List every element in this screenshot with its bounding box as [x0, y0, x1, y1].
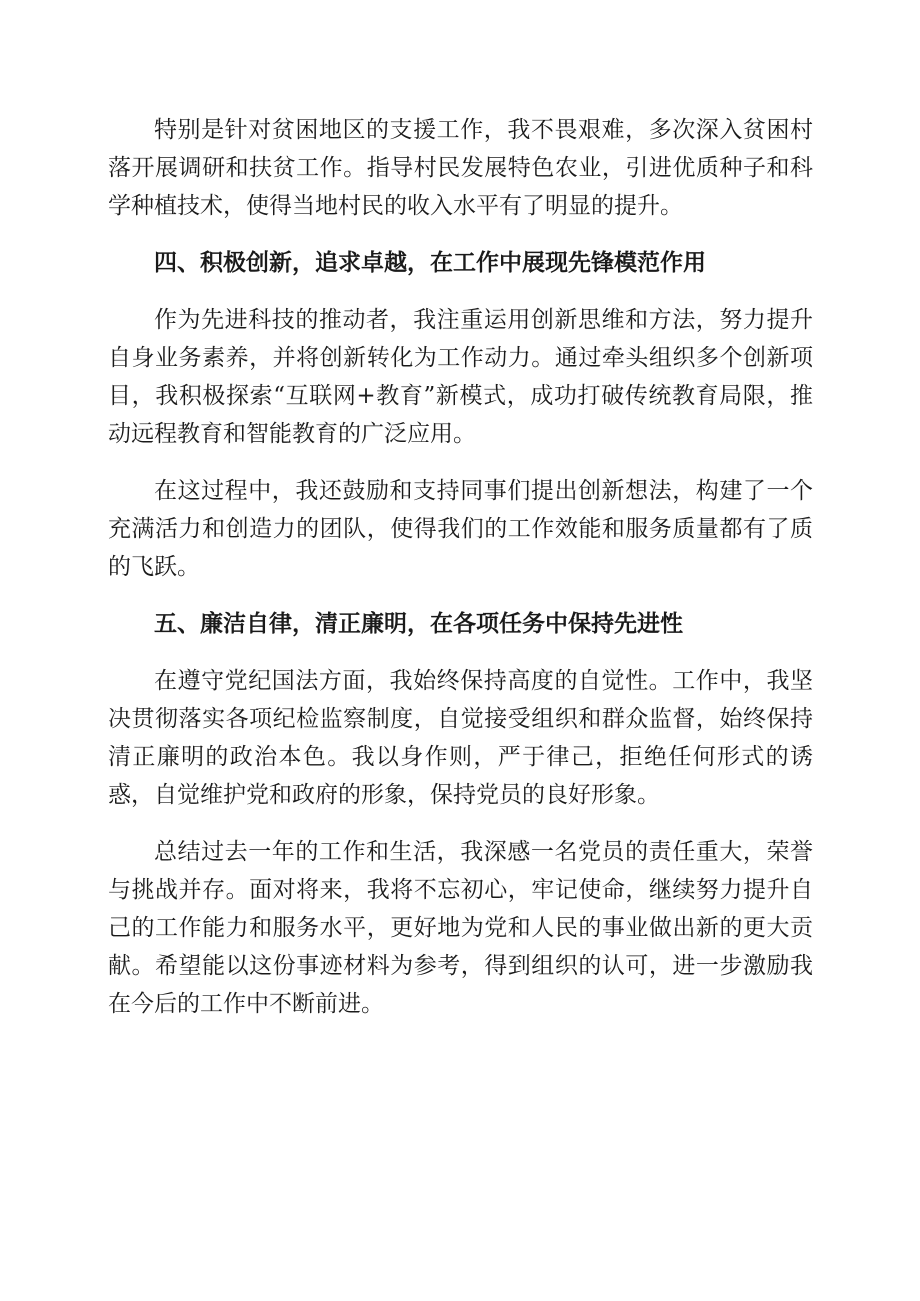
section-heading-4: 四、积极创新，追求卓越，在工作中展现先锋模范作用	[154, 250, 706, 276]
paragraph-poverty-support: 特别是针对贫困地区的支援工作，我不畏艰难，多次深入贫困村落开展调研和扶贫工作。指导村民发展特色农业，引进优质种子和科学种植技术，使得当地村民的收入水平有了明显的提升。	[108, 117, 813, 219]
paragraph-conclusion: 总结过去一年的工作和生活，我深感一名党员的责任重大，荣誉与挑战并存。面对将来，我将不忘初心，牢记使命，继续努力提升自己的工作能力和服务水平，更好地为党和人民的事业做出新的更大贡献。希望能以这份事迹材料为参考，得到组织的认可，进一步激励我在今后的工作中不断前进。	[108, 839, 813, 1017]
paragraph-integrity: 在遵守党纪国法方面，我始终保持高度的自觉性。工作中，我坚决贯彻落实各项纪检监察制度，自觉接受组织和群众监督，始终保持清正廉明的政治本色。我以身作则，严于律己，拒绝任何形式的诱惑，自觉维护党和政府的形象，保持党员的良好形象。	[108, 668, 813, 808]
paragraph-team-building: 在这过程中，我还鼓励和支持同事们提出创新想法，构建了一个充满活力和创造力的团队，使得我们的工作效能和服务质量都有了质的飞跃。	[108, 478, 813, 580]
paragraph-innovation: 作为先进科技的推动者，我注重运用创新思维和方法，努力提升自身业务素养，并将创新转化为工作动力。通过牵头组织多个创新项目，我积极探索“互联网+教育”新模式，成功打破传统教育局限，推动远程教育和智能教育的广泛应用。	[108, 307, 813, 447]
section-heading-5: 五、廉洁自律，清正廉明，在各项任务中保持先进性	[154, 611, 683, 637]
document-body	[108, 111, 813, 1042]
